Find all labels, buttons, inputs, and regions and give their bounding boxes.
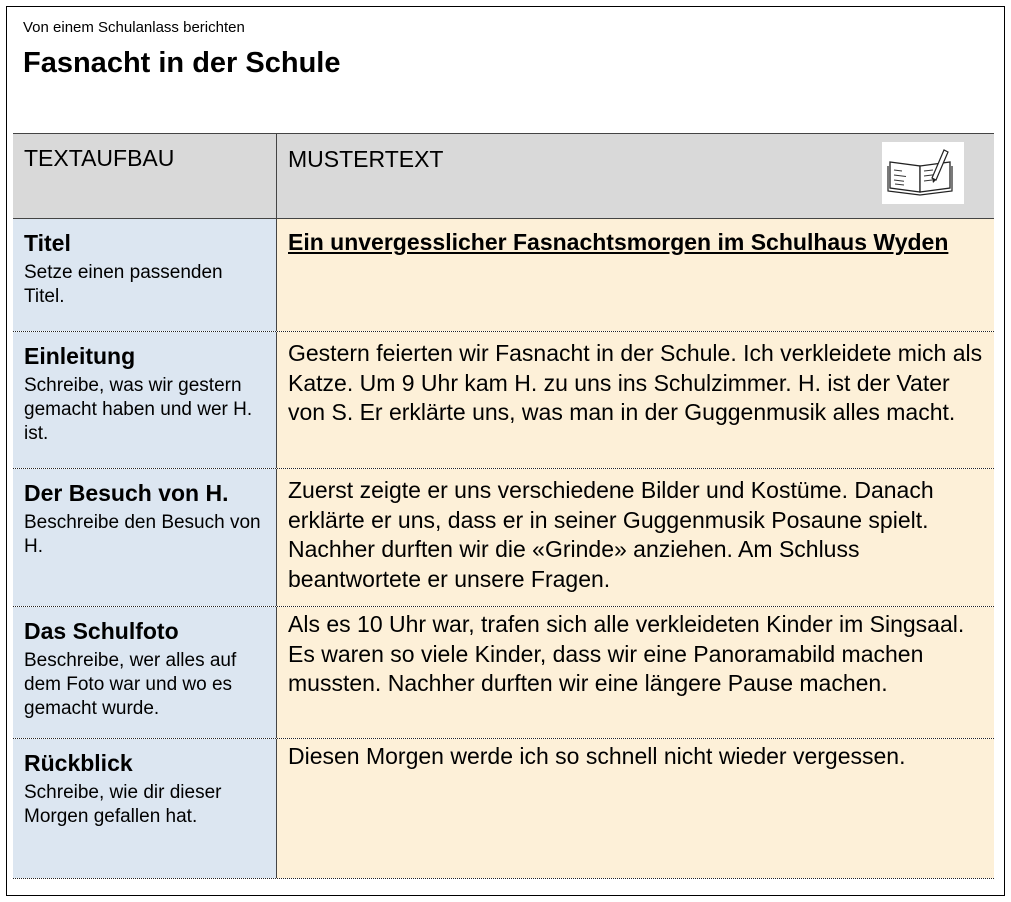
muster-title-text: Ein unvergesslicher Fasnachtsmorgen im Schulhaus Wyden <box>288 229 949 255</box>
row-hint: Setze einen passenden Titel. <box>24 262 223 307</box>
row-label-cell <box>13 469 277 606</box>
open-book-with-pen-icon <box>882 142 964 204</box>
table-row-titel <box>13 219 994 332</box>
row-label: Das Schulfoto <box>24 618 179 644</box>
column-header-textaufbau: TEXTAUFBAU <box>13 134 277 218</box>
row-text-cell: Zuerst zeigte er uns verschiedene Bilder und Kostüme. Danach erklärte er uns, dass er in seiner Guggenmusik Posaune spielt. Nachher durften wir die «Grinde» anziehen. Am Schluss beantwortete er unsere Fragen. <box>277 469 994 606</box>
row-text-cell: Gestern feierten wir Fasnacht in der Schule. Ich verkleidete mich als Katze. Um 9 Uhr kam H. zu uns ins Schulzimmer. H. ist der Vater von S. Er erklärte uns, was man in der Guggenmusik alles macht. <box>277 332 994 468</box>
table-row-rueckblick <box>13 739 994 879</box>
structure-table <box>13 133 994 879</box>
worksheet-subtitle: Von einem Schulanlass berichten <box>23 19 245 36</box>
column-header-mustertext-label: MUSTERTEXT <box>288 146 444 172</box>
row-label-cell <box>13 607 277 738</box>
row-text-cell <box>277 219 994 331</box>
row-label: Der Besuch von H. <box>24 480 229 506</box>
row-label-cell <box>13 219 277 331</box>
table-row-einleitung <box>13 332 994 469</box>
row-hint: Schreibe, wie dir dieser Morgen gefallen hat. <box>24 782 222 827</box>
table-row-besuch <box>13 469 994 607</box>
worksheet-title: Fasnacht in der Schule <box>23 47 341 79</box>
row-label: Rückblick <box>24 750 133 776</box>
row-text-cell: Als es 10 Uhr war, trafen sich alle verkleideten Kinder im Singsaal. Es waren so viele Kinder, dass wir eine Panoramabild machen mussten. Nachher durften wir eine längere Pause machen. <box>277 607 994 738</box>
table-row-schulfoto <box>13 607 994 739</box>
worksheet-frame <box>6 6 1005 896</box>
row-hint: Beschreibe den Besuch von H. <box>24 512 261 557</box>
row-label: Einleitung <box>24 343 136 369</box>
column-header-mustertext <box>277 134 994 218</box>
row-hint: Beschreibe, wer alles auf dem Foto war und wo es gemacht wurde. <box>24 650 237 719</box>
row-label-cell <box>13 739 277 878</box>
table-header-row <box>13 133 994 219</box>
row-text-cell: Diesen Morgen werde ich so schnell nicht wieder vergessen. <box>277 739 994 878</box>
row-label: Titel <box>24 230 71 256</box>
row-hint: Schreibe, was wir gestern gemacht haben und wer H. ist. <box>24 375 253 444</box>
row-label-cell <box>13 332 277 468</box>
